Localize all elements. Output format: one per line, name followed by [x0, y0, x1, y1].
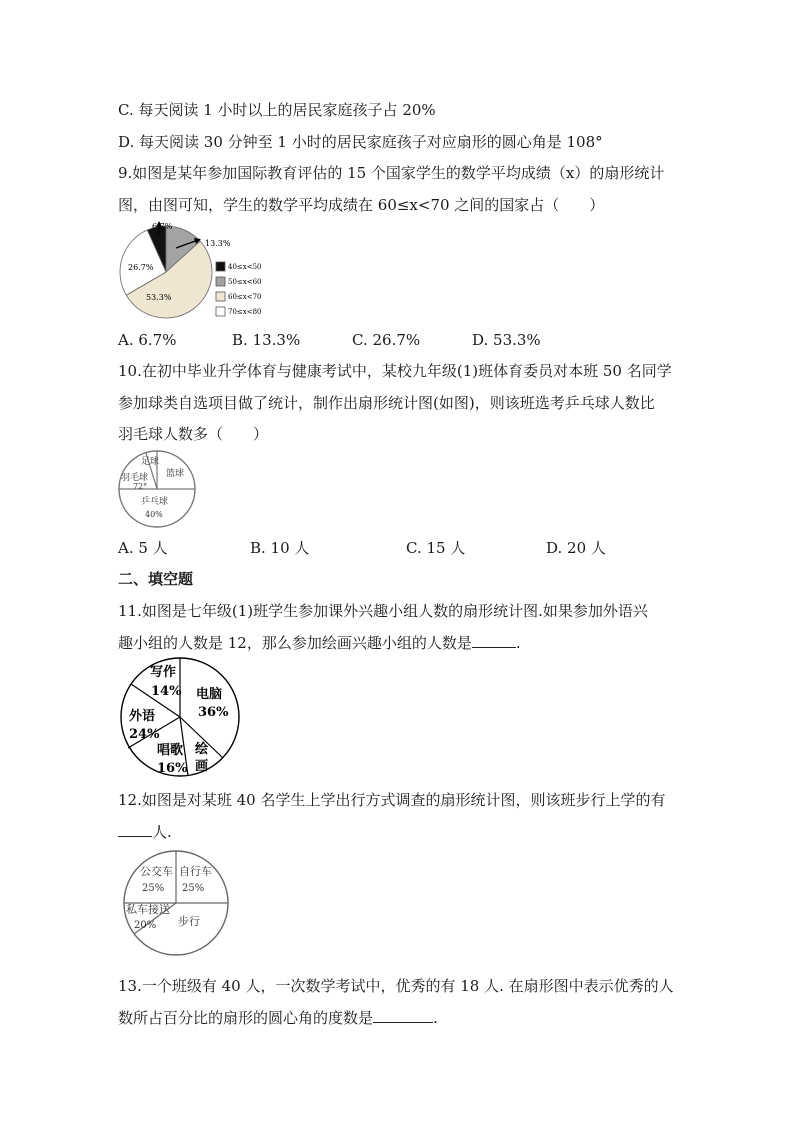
q9-option-c: C. 26.7%	[352, 331, 421, 349]
q9-label-53-3: 53.3%	[146, 293, 172, 302]
q9-legend-swatch	[216, 307, 225, 316]
q11-stem-end: .	[515, 634, 521, 652]
q9-legend-swatch	[216, 277, 225, 286]
q12-label-walk: 步行	[178, 915, 200, 928]
q11-stem-text: 趣小组的人数是 12，那么参加绘画兴趣小组的人数是	[118, 634, 472, 652]
q11-label-singing: 唱歌	[157, 743, 184, 758]
q11-label-writing: 写作	[150, 665, 177, 680]
q9-legend-swatch	[216, 292, 225, 301]
q13-stem-text: 数所占百分比的扇形的圆心角的度数是	[118, 1009, 374, 1027]
q10-label-badminton-angle: 72°	[133, 482, 148, 491]
q12-stem-end: 人.	[152, 823, 172, 841]
q11-label-painting-2: 画	[195, 759, 209, 774]
q11-stem-line-2	[118, 633, 521, 653]
q8-option-c: C. 每天阅读 1 小时以上的居民家庭孩子占 20%	[118, 101, 436, 119]
q12-stem-line-2	[118, 822, 172, 842]
q12-answer-blank	[118, 822, 152, 837]
q10-label-pingpong-pct: 40%	[145, 510, 163, 519]
q10-option-c: C. 15 人	[406, 539, 466, 557]
q10-label-pingpong: 乒乓球	[141, 497, 169, 507]
q11-answer-blank	[472, 633, 516, 648]
q11-label-singing-pct: 16%	[157, 761, 188, 776]
q9-stem-line-2: 图，由图可知，学生的数学平均成绩在 60≤x<70 之间的国家占（ ）	[118, 196, 605, 214]
q9-legend-text-4: 70≤x<80	[228, 308, 262, 316]
q13-stem-line-1: 13.一个班级有 40 人，一次数学考试中，优秀的有 18 人. 在扇形图中表示优秀的人	[118, 977, 674, 995]
q10-pie-chart	[116, 448, 202, 530]
q12-label-bus-pct: 25%	[142, 883, 165, 894]
q8-option-d: D. 每天阅读 30 分钟至 1 小时的居民家庭孩子对应扇形的圆心角是 108°	[118, 133, 603, 151]
q11-pie-chart	[118, 657, 246, 779]
q9-stem-line-1: 9.如图是某年参加国际教育评估的 15 个国家学生的数学平均成绩（x）的扇形统计	[118, 164, 665, 182]
q13-answer-blank	[373, 1008, 433, 1023]
q9-option-a: A. 6.7%	[118, 331, 177, 349]
q9-option-b: B. 13.3%	[232, 331, 301, 349]
q10-option-d: D. 20 人	[546, 539, 606, 557]
q9-label-13-3: 13.3%	[205, 239, 231, 248]
q12-label-car: 私车接送	[126, 903, 170, 916]
q11-label-painting-1: 绘	[195, 742, 209, 757]
q10-stem-line-3: 羽毛球人数多（ ）	[118, 425, 269, 443]
q13-stem-line-2	[118, 1008, 438, 1028]
q12-label-bike: 自行车	[179, 865, 212, 878]
q12-label-bus: 公交车	[140, 865, 173, 878]
q11-label-language-pct: 24%	[129, 727, 160, 742]
q12-label-car-pct: 20%	[134, 920, 157, 931]
q11-stem-line-1: 11.如图是七年级(1)班学生参加课外兴趣小组人数的扇形统计图.如果参加外语兴	[118, 602, 648, 620]
q11-label-computer: 电脑	[196, 687, 223, 702]
q10-option-b: B. 10 人	[250, 539, 310, 557]
q13-stem-end: .	[433, 1009, 438, 1027]
q12-stem-line-1: 12.如图是对某班 40 名学生上学出行方式调查的扇形统计图，则该班步行上学的有	[118, 791, 666, 809]
q11-label-language: 外语	[129, 709, 156, 724]
q9-legend-text-3: 60≤x<70	[228, 293, 262, 301]
q11-label-computer-pct: 36%	[198, 705, 229, 720]
q9-pie-chart	[116, 220, 286, 324]
q10-label-football: 足球	[141, 457, 160, 467]
q10-option-a: A. 5 人	[118, 539, 168, 557]
q10-stem-line-1: 10.在初中毕业升学体育与健康考试中，某校九年级(1)班体育委员对本班 50 名同学	[118, 362, 672, 380]
q11-label-writing-pct: 14%	[151, 684, 182, 699]
q12-pie-chart	[118, 849, 234, 957]
q9-label-6-7: 6.7%	[152, 222, 173, 231]
q10-label-basketball: 篮球	[166, 469, 185, 479]
q9-label-26-7: 26.7%	[128, 263, 154, 272]
q12-label-bike-pct: 25%	[182, 883, 205, 894]
q9-option-d: D. 53.3%	[472, 331, 541, 349]
section-title-fill-in: 二、填空题	[118, 570, 194, 588]
q10-stem-line-2: 参加球类自选项目做了统计，制作出扇形统计图(如图)，则该班选考乒乓球人数比	[118, 394, 655, 412]
q9-legend-text-2: 50≤x<60	[228, 278, 262, 286]
q9-legend-swatch	[216, 262, 225, 271]
q9-legend-text-1: 40≤x<50	[228, 263, 262, 271]
q10-label-badminton: 羽毛球	[121, 473, 149, 483]
